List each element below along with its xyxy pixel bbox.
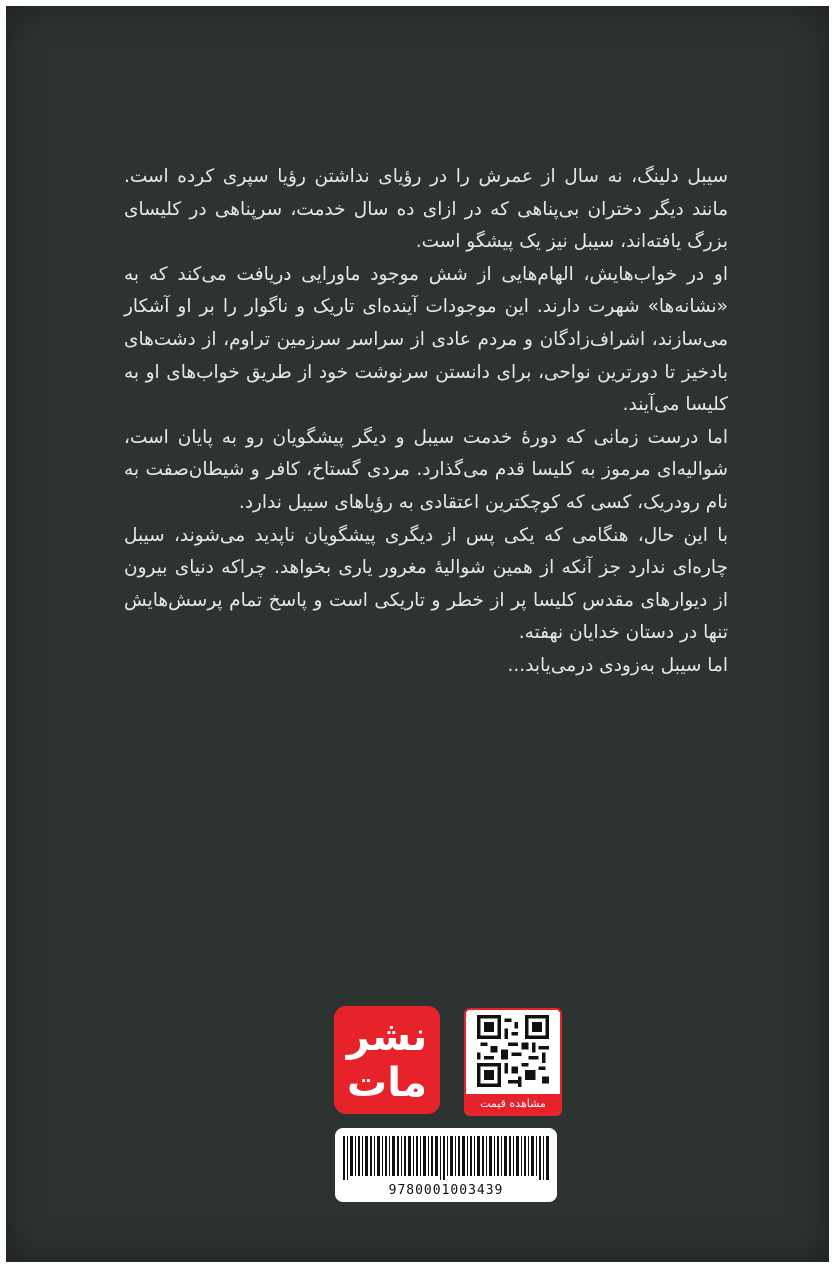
blurb-paragraph-1: سیبل دلینگ، نه سال از عمرش را در رؤیای نداشتن رؤیا سپری کرده است. مانند دیگر دختران بی‌پناهی که در ازای ده سال خدمت، سرپناهی در کلیسای بزرگ یافته‌اند، سیبل نیز یک پیشگو است. [124,166,728,253]
publisher-logo [334,1006,440,1114]
isbn-number: 9780001003439 [388,1183,504,1198]
qr-price-label: مشاهده قیمت [466,1094,560,1114]
blurb-paragraph-4: با این حال، هنگامی که یکی پس از دیگری پیشگویان ناپدید می‌شوند، سیبل چاره‌ای ندارد جز آنکه از همین شوالیهٔ مغرور یاری بخواهد. چراکه دنیای بیرون از دیوارهای مقدس کلیسا پر از خطر و تاریکی است و پاسخ تمام پرسش‌هایش تنها در دستان خدایان نهفته. [124,524,728,644]
barcode-icon [343,1136,549,1180]
publisher-logo-line2: مات [347,1060,427,1106]
blurb-paragraph-2: او در خواب‌هایش، الهام‌هایی از شش موجود ماورایی دریافت می‌کند که به «نشانه‌ها» شهرت دارند. این موجودات آینده‌ای تاریک و ناگوار را بر او آشکار می‌سازند، اشراف‌زادگان و مردم عادی از سراسر سرزمین تراوم، از دشت‌های بادخیز تا دورترین نواحی، برای دانستن سرنوشت خود از طریق خواب‌های او به کلیسا می‌آیند. [124,263,728,416]
qr-code-icon [477,1015,549,1087]
price-qr-code[interactable] [464,1008,562,1116]
blurb-paragraph-3: اما درست زمانی که دورهٔ خدمت سیبل و دیگر پیشگویان رو به پایان است، شوالیه‌ای مرموز به کلیسا قدم می‌گذارد. مردی گستاخ، کافر و شیطان‌صفت به نام رودریک، کسی که کوچکترین اعتقادی به رؤیاهای سیبل ندارد. [124,426,728,513]
isbn-barcode [335,1128,557,1202]
blurb-text [124,161,728,683]
book-back-cover [6,6,829,1262]
blurb-paragraph-5: اما سیبل به‌زودی درمی‌یابد... [507,654,728,676]
publisher-logo-line1: نشر [346,1014,428,1060]
